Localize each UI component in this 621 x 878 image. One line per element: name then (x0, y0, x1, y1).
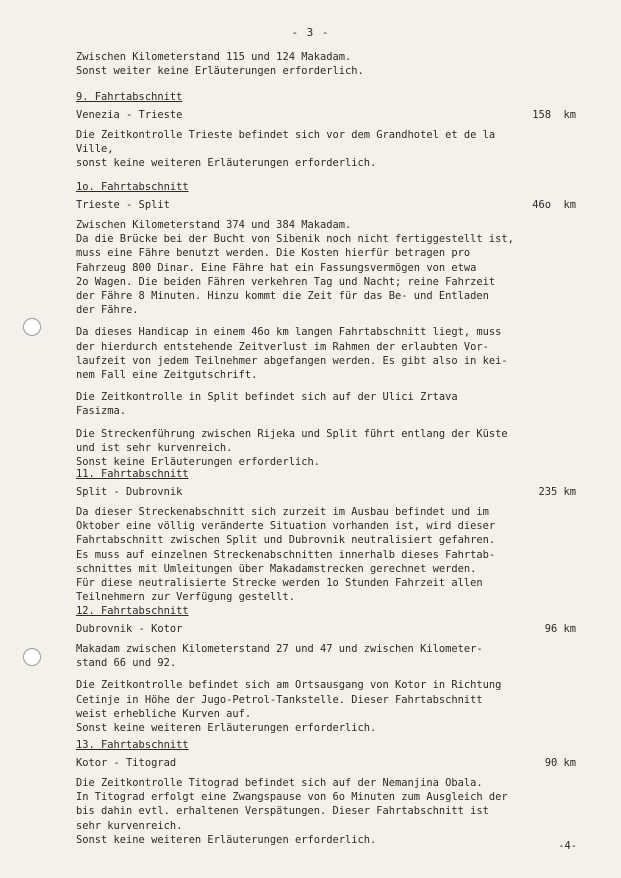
body-text-line: sehr kurvenreich. (76, 819, 183, 832)
punch-hole-bottom (23, 648, 41, 666)
route-distance: 96 km (544, 623, 576, 635)
route-distance: 90 km (544, 757, 576, 769)
body-text-line: Zwischen Kilometerstand 374 und 384 Makadam. (76, 219, 352, 231)
route-name: Trieste - Split (76, 199, 170, 211)
section-heading: 12. Fahrtabschnitt (76, 605, 189, 617)
section-heading: 9. Fahrtabschnitt (76, 91, 183, 103)
body-text-line: Sonst keine Erläuterungen erforderlich. (76, 456, 320, 468)
intro-line: Zwischen Kilometerstand 115 und 124 Makadam. (76, 51, 352, 63)
route-name: Venezia - Trieste (76, 109, 183, 121)
body-text-line: Sonst keine weiteren Erläuterungen erforderlich. (76, 833, 377, 846)
body-text-line: sonst keine weiteren Erläuterungen erforderlich. (76, 157, 377, 170)
section-heading: 11. Fahrtabschnitt (76, 468, 189, 480)
body-text-line: 2o Wagen. Die beiden Fähren verkehren Tag und Nacht; reine Fahrzeit (76, 275, 496, 288)
body-text-line: In Titograd erfolgt eine Zwangspause von 6o Minuten zum Ausgleich der (76, 791, 508, 804)
body-text-line: Cetinje in Höhe der Jugo-Petrol-Tankstelle. Dieser Fahrtabschnitt (76, 693, 483, 706)
body-text-line: der Fähre 8 Minuten. Hinzu kommt die Zeit für das Be- und Entladen (76, 290, 489, 302)
next-page-marker: -4- (558, 840, 577, 852)
route-name: Dubrovnik - Kotor (76, 623, 183, 635)
intro-line: Sonst weiter keine Erläuterungen erforderlich. (76, 65, 364, 78)
body-text-line: und ist sehr kurvenreich. (76, 441, 233, 454)
body-text-line: weist erhebliche Kurven auf. (76, 707, 252, 720)
body-text-line: Die Zeitkontrolle befindet sich am Ortsausgang von Kotor in Richtung (76, 679, 502, 692)
route-line (76, 756, 576, 770)
body-text-line: Da die Brücke bei der Bucht von Sibenik noch nicht fertiggestellt ist, (76, 233, 514, 246)
body-text-line: Die Streckenführung zwischen Rijeka und Split führt entlang der Küste (76, 427, 508, 440)
body-text-line: Es muss auf einzelnen Streckenabschnitten innerhalb dieses Fahrtab- (76, 548, 496, 561)
route-line (76, 485, 576, 499)
route-distance: 235 km (538, 486, 576, 498)
punch-hole-top (23, 318, 41, 336)
body-text-line: der Fähre. (76, 304, 139, 317)
body-text-line: Sonst keine weiteren Erläuterungen erforderlich. (76, 722, 377, 734)
body-text-line: bis dahin evtl. erhaltenen Verspätungen. Dieser Fahrtabschnitt ist (76, 805, 489, 818)
body-text-line: muss eine Fähre benutzt werden. Die Kosten hierfür betragen pro (76, 247, 471, 260)
body-text-line: der hierdurch entstehende Zeitverlust im Rahmen der erlaubten Vor- (76, 340, 489, 353)
body-text-line: Makadam zwischen Kilometerstand 27 und 47 und zwischen Kilometer- (76, 643, 483, 655)
route-line (76, 622, 576, 636)
body-text-line: Ville, (76, 143, 114, 156)
body-text-line: Für diese neutralisierte Strecke werden 1o Stunden Fahrzeit allen (76, 577, 483, 589)
body-text-line: Die Zeitkontrolle Trieste befindet sich vor dem Grandhotel et de la (76, 129, 496, 141)
body-text-line: Die Zeitkontrolle in Split befindet sich auf der Ulici Zrtava (76, 391, 458, 404)
page-number: - 3 - (291, 26, 330, 39)
section-heading: 13. Fahrtabschnitt (76, 739, 189, 751)
body-text-line: Oktober eine völlig veränderte Situation vorhanden ist, wird dieser (76, 520, 496, 533)
body-text-line: Fahrzeug 800 Dinar. Eine Fähre hat ein Fassungsvermögen von etwa (76, 261, 477, 274)
route-distance: 158 km (532, 109, 576, 121)
route-line (76, 108, 576, 122)
section-heading: 1o. Fahrtabschnitt (76, 181, 189, 193)
route-line (76, 198, 576, 212)
body-text-line: Da dieser Streckenabschnitt sich zurzeit im Ausbau befindet und im (76, 506, 489, 518)
body-text-line: stand 66 und 92. (76, 657, 177, 670)
body-text-line: Teilnehmern zur Verfügung gestellt. (76, 591, 295, 604)
body-text-line: laufzeit von jedem Teilnehmer abgefangen werden. Es gibt also in kei- (76, 354, 508, 367)
body-text-line: Die Zeitkontrolle Titograd befindet sich auf der Nemanjina Obala. (76, 777, 483, 789)
route-name: Kotor - Titograd (76, 757, 177, 769)
route-name: Split - Dubrovnik (76, 486, 183, 498)
body-text-line: nem Fall eine Zeitgutschrift. (76, 369, 258, 381)
body-text-line: Da dieses Handicap in einem 46o km langen Fahrtabschnitt liegt, muss (76, 326, 502, 339)
body-text-line: Fahrtabschnitt zwischen Split und Dubrovnik neutralisiert gefahren. (76, 534, 496, 547)
body-text-line: Fasizma. (76, 405, 127, 418)
body-text-line: schnittes mit Umleitungen über Makadamstrecken gerechnet werden. (76, 562, 477, 575)
route-distance: 46o km (532, 199, 576, 211)
